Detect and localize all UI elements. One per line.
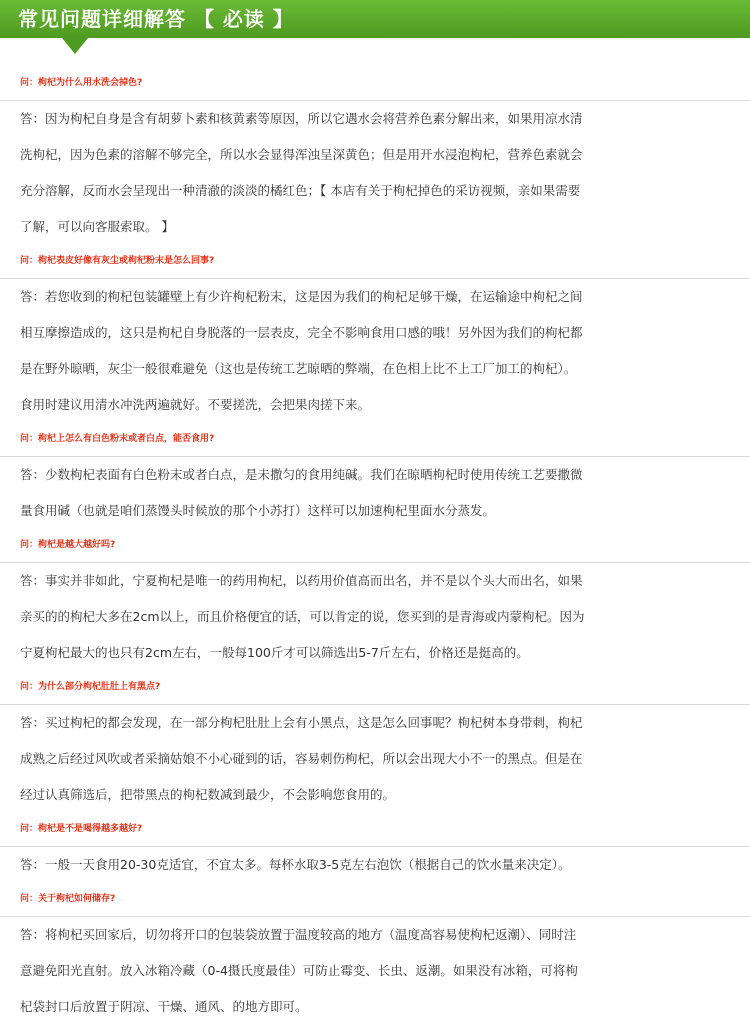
faq-answer <box>0 917 750 1025</box>
faq-question: 问：枸杞为什么用水洗会掉色? <box>0 67 750 101</box>
faq-answer-line: 答：因为枸杞自身是含有胡萝卜素和核黄素等原因，所以它遇水会将营养色素分解出来，如果用凉水清 <box>20 111 583 126</box>
faq-answer-line: 答：少数枸杞表面有白色粉末或者白点，是未撒匀的食用纯碱。我们在晾晒枸杞时使用传统工艺要撒微 <box>20 467 583 482</box>
faq-answer-line: 杞袋封口后放置于阴凉、干燥、通风、的地方即可。 <box>20 999 308 1014</box>
faq-question: 问：枸杞是越大越好吗? <box>0 529 750 563</box>
faq-item <box>0 883 750 1025</box>
faq-answer-line: 答：买过枸杞的都会发现，在一部分枸杞肚肚上会有小黑点，这是怎么回事呢？枸杞树本身带刺，枸杞 <box>20 715 583 730</box>
faq-item <box>0 67 750 245</box>
faq-question: 问：枸杞是不是喝得越多越好? <box>0 813 750 847</box>
faq-answer <box>0 457 750 529</box>
faq-answer-line: 食用时建议用清水冲洗两遍就好。不要搓洗，会把果肉搓下来。 <box>20 397 371 412</box>
faq-answer-line: 答：事实并非如此，宁夏枸杞是唯一的药用枸杞，以药用价值高而出名，并不是以个头大而出名，如果 <box>20 573 583 588</box>
faq-list <box>0 67 750 1025</box>
faq-answer-line: 充分溶解，反而水会呈现出一种清澈的淡淡的橘红色；【 本店有关于枸杞掉色的采访视频，亲如果需要 <box>20 183 581 198</box>
faq-answer-line: 亲买的的枸杞大多在2cm以上，而且价格便宜的话，可以肯定的说，您买到的是青海或内蒙枸杞。因为 <box>20 609 585 624</box>
faq-answer-line: 成熟之后经过风吹或者采摘姑娘不小心碰到的话，容易刺伤枸杞，所以会出现大小不一的黑点。但是在 <box>20 751 583 766</box>
faq-answer-line: 量食用碱（也就是咱们蒸馒头时候放的那个小苏打）这样可以加速枸杞里面水分蒸发。 <box>20 503 496 518</box>
faq-question: 问：为什么部分枸杞肚肚上有黑点? <box>0 671 750 705</box>
faq-question: 问：关于枸杞如何储存? <box>0 883 750 917</box>
faq-answer-line: 答：将枸杞买回家后，切勿将开口的包装袋放置于温度较高的地方（温度高容易使枸杞返潮）、同时注 <box>20 927 577 942</box>
header-notch-arrow <box>62 38 88 54</box>
faq-answer-line: 相互摩擦造成的，这只是枸杞自身脱落的一层表皮，完全不影响食用口感的哦！另外因为我们的枸杞都 <box>20 325 583 340</box>
faq-answer <box>0 847 750 883</box>
faq-answer <box>0 279 750 423</box>
faq-answer-line: 意避免阳光直射。放入冰箱冷藏（0-4摄氏度最佳）可防止霉变、长虫、返潮。如果没有冰箱，可将枸 <box>20 963 578 978</box>
faq-item <box>0 529 750 671</box>
faq-item <box>0 671 750 813</box>
faq-answer-line: 洗枸杞，因为色素的溶解不够完全，所以水会显得浑浊呈深黄色；但是用开水浸泡枸杞，营养色素就会 <box>20 147 583 162</box>
faq-question: 问：枸杞上怎么有白色粉末或者白点，能否食用? <box>0 423 750 457</box>
faq-item <box>0 245 750 423</box>
faq-answer-line: 答：若您收到的枸杞包装罐壁上有少许枸杞粉末，这是因为我们的枸杞足够干燥，在运输途中枸杞之间 <box>20 289 583 304</box>
faq-answer-line: 宁夏枸杞最大的也只有2cm左右，一般每100斤才可以筛选出5-7斤左右，价格还是挺高的。 <box>20 645 529 660</box>
faq-answer-line: 了解，可以向客服索取。 】 <box>20 219 174 234</box>
faq-item <box>0 813 750 883</box>
faq-answer <box>0 563 750 671</box>
faq-item <box>0 423 750 529</box>
faq-answer-line: 经过认真筛选后，把带黑点的枸杞数减到最少，不会影响您食用的。 <box>20 787 396 802</box>
faq-answer-line: 是在野外晾晒，灰尘一般很难避免（这也是传统工艺晾晒的弊端，在色相上比不上工厂加工的枸杞）。 <box>20 361 577 376</box>
faq-answer-line: 答：一般一天食用20-30克适宜，不宜太多。每杯水取3-5克左右泡饮（根据自己的饮水量来决定）。 <box>20 857 571 872</box>
faq-question: 问：枸杞表皮好像有灰尘或枸杞粉末是怎么回事? <box>0 245 750 279</box>
faq-answer <box>0 101 750 245</box>
faq-answer <box>0 705 750 813</box>
section-header <box>0 0 750 38</box>
section-title: 常见问题详细解答 【 必读 】 <box>18 7 294 31</box>
